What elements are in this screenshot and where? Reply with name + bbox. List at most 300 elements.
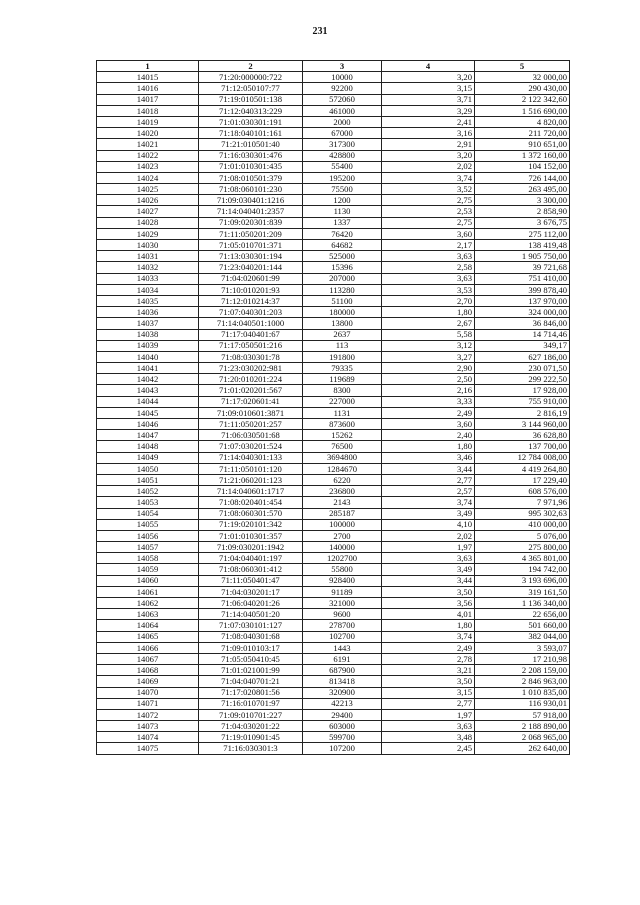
- table-row: [97, 396, 570, 407]
- table-row: [97, 676, 570, 687]
- row-number-cell: 14058: [97, 553, 199, 564]
- table-row: [97, 161, 570, 172]
- page-number: 231: [312, 26, 328, 37]
- amount-value-cell: 3 144 960,00: [475, 419, 570, 430]
- cadastral-number-cell: 71:09:030201:1942: [199, 542, 303, 553]
- area-value-cell: 102700: [303, 631, 382, 642]
- amount-value-cell: 501 660,00: [475, 620, 570, 631]
- amount-value-cell: 12 784 008,00: [475, 452, 570, 463]
- rate-value-cell: 3,49: [382, 508, 475, 519]
- cadastral-number-cell: 71:16:030301:476: [199, 150, 303, 161]
- rate-value-cell: 3,63: [382, 251, 475, 262]
- rate-value-cell: 3,44: [382, 575, 475, 586]
- row-number-cell: 14047: [97, 430, 199, 441]
- cadastral-number-cell: 71:09:020301:839: [199, 217, 303, 228]
- rate-value-cell: 3,74: [382, 631, 475, 642]
- area-value-cell: 1337: [303, 217, 382, 228]
- area-value-cell: 2637: [303, 329, 382, 340]
- cadastral-number-cell: 71:14:040601:1717: [199, 486, 303, 497]
- cadastral-number-cell: 71:08:060301:412: [199, 564, 303, 575]
- rate-value-cell: 2,40: [382, 430, 475, 441]
- rate-value-cell: 3,33: [382, 396, 475, 407]
- area-value-cell: 191800: [303, 351, 382, 362]
- column-header-4: 4: [382, 61, 475, 72]
- row-number-cell: 14056: [97, 530, 199, 541]
- amount-value-cell: 32 000,00: [475, 72, 570, 83]
- area-value-cell: 51100: [303, 295, 382, 306]
- cadastral-number-cell: 71:17:040401:67: [199, 329, 303, 340]
- table-row: [97, 631, 570, 642]
- table-row: [97, 564, 570, 575]
- rate-value-cell: 3,50: [382, 676, 475, 687]
- row-number-cell: 14029: [97, 228, 199, 239]
- row-number-cell: 14057: [97, 542, 199, 553]
- amount-value-cell: 7 971,96: [475, 497, 570, 508]
- row-number-cell: 14049: [97, 452, 199, 463]
- area-value-cell: 29400: [303, 709, 382, 720]
- amount-value-cell: 726 144,00: [475, 172, 570, 183]
- amount-value-cell: 2 188 890,00: [475, 721, 570, 732]
- table-row: [97, 441, 570, 452]
- column-header-3: 3: [303, 61, 382, 72]
- amount-value-cell: 627 186,00: [475, 351, 570, 362]
- table-row: [97, 642, 570, 653]
- row-number-cell: 14055: [97, 519, 199, 530]
- amount-value-cell: 1 516 690,00: [475, 105, 570, 116]
- table-row: [97, 474, 570, 485]
- rate-value-cell: 3,63: [382, 721, 475, 732]
- area-value-cell: 1130: [303, 206, 382, 217]
- cadastral-number-cell: 71:11:050101:120: [199, 463, 303, 474]
- area-value-cell: 1202700: [303, 553, 382, 564]
- row-number-cell: 14017: [97, 94, 199, 105]
- table-row: [97, 586, 570, 597]
- amount-value-cell: 1 010 835,00: [475, 687, 570, 698]
- area-value-cell: 236800: [303, 486, 382, 497]
- rate-value-cell: 2,78: [382, 653, 475, 664]
- area-value-cell: 10000: [303, 72, 382, 83]
- table-row: [97, 620, 570, 631]
- rate-value-cell: 3,48: [382, 732, 475, 743]
- table-row: [97, 184, 570, 195]
- cadastral-number-cell: 71:07:030101:127: [199, 620, 303, 631]
- amount-value-cell: 3 300,00: [475, 195, 570, 206]
- rate-value-cell: 3,29: [382, 105, 475, 116]
- cadastral-number-cell: 71:12:050107:77: [199, 83, 303, 94]
- rate-value-cell: 3,50: [382, 586, 475, 597]
- area-value-cell: 285187: [303, 508, 382, 519]
- amount-value-cell: 263 495,00: [475, 184, 570, 195]
- row-number-cell: 14067: [97, 653, 199, 664]
- amount-value-cell: 2 208 159,00: [475, 665, 570, 676]
- area-value-cell: 100000: [303, 519, 382, 530]
- rate-value-cell: 3,53: [382, 284, 475, 295]
- table-row: [97, 150, 570, 161]
- cadastral-number-cell: 71:05:050410:45: [199, 653, 303, 664]
- row-number-cell: 14038: [97, 329, 199, 340]
- row-number-cell: 14019: [97, 116, 199, 127]
- amount-value-cell: 138 419,48: [475, 240, 570, 251]
- cadastral-number-cell: 71:06:030501:68: [199, 430, 303, 441]
- row-number-cell: 14065: [97, 631, 199, 642]
- rate-value-cell: 3,60: [382, 419, 475, 430]
- cadastral-number-cell: 71:10:010201:93: [199, 284, 303, 295]
- table-row: [97, 486, 570, 497]
- area-value-cell: 603000: [303, 721, 382, 732]
- rate-value-cell: 2,58: [382, 262, 475, 273]
- cadastral-number-cell: 71:01:010301:435: [199, 161, 303, 172]
- area-value-cell: 76420: [303, 228, 382, 239]
- row-number-cell: 14025: [97, 184, 199, 195]
- row-number-cell: 14045: [97, 407, 199, 418]
- cadastral-number-cell: 71:08:030301:78: [199, 351, 303, 362]
- area-value-cell: 140000: [303, 542, 382, 553]
- table-row: [97, 430, 570, 441]
- cadastral-number-cell: 71:19:010901:45: [199, 732, 303, 743]
- table-row: [97, 653, 570, 664]
- amount-value-cell: 2 846 963,00: [475, 676, 570, 687]
- rate-value-cell: 3,15: [382, 687, 475, 698]
- area-value-cell: 525000: [303, 251, 382, 262]
- area-value-cell: 15396: [303, 262, 382, 273]
- area-value-cell: 572060: [303, 94, 382, 105]
- area-value-cell: 113280: [303, 284, 382, 295]
- amount-value-cell: 22 656,00: [475, 609, 570, 620]
- cadastral-number-cell: 71:04:030201:22: [199, 721, 303, 732]
- amount-value-cell: 36 846,00: [475, 318, 570, 329]
- area-value-cell: 92200: [303, 83, 382, 94]
- row-number-cell: 14046: [97, 419, 199, 430]
- cadastral-number-cell: 71:09:010701:227: [199, 709, 303, 720]
- amount-value-cell: 17 229,40: [475, 474, 570, 485]
- amount-value-cell: 910 651,00: [475, 139, 570, 150]
- table-row: [97, 228, 570, 239]
- rate-value-cell: 2,45: [382, 743, 475, 754]
- rate-value-cell: 5,58: [382, 329, 475, 340]
- table-row: [97, 463, 570, 474]
- rate-value-cell: 3,46: [382, 452, 475, 463]
- area-value-cell: 9600: [303, 609, 382, 620]
- cadastral-number-cell: 71:20:000000:722: [199, 72, 303, 83]
- table-row: [97, 128, 570, 139]
- table-row: [97, 598, 570, 609]
- row-number-cell: 14033: [97, 273, 199, 284]
- row-number-cell: 14074: [97, 732, 199, 743]
- cadastral-number-cell: 71:04:040701:21: [199, 676, 303, 687]
- rate-value-cell: 3,60: [382, 228, 475, 239]
- cadastral-number-cell: 71:01:020201:567: [199, 385, 303, 396]
- rate-value-cell: 3,63: [382, 273, 475, 284]
- rate-value-cell: 3,74: [382, 497, 475, 508]
- row-number-cell: 14075: [97, 743, 199, 754]
- area-value-cell: 2000: [303, 116, 382, 127]
- amount-value-cell: 17 210,98: [475, 653, 570, 664]
- row-number-cell: 14022: [97, 150, 199, 161]
- table-row: [97, 553, 570, 564]
- amount-value-cell: 1 372 160,00: [475, 150, 570, 161]
- row-number-cell: 14061: [97, 586, 199, 597]
- rate-value-cell: 2,77: [382, 474, 475, 485]
- cadastral-number-cell: 71:23:040201:144: [199, 262, 303, 273]
- row-number-cell: 14050: [97, 463, 199, 474]
- rate-value-cell: 2,49: [382, 642, 475, 653]
- row-number-cell: 14064: [97, 620, 199, 631]
- row-number-cell: 14059: [97, 564, 199, 575]
- amount-value-cell: 319 161,50: [475, 586, 570, 597]
- cadastral-number-cell: 71:20:010201:224: [199, 374, 303, 385]
- area-value-cell: 928400: [303, 575, 382, 586]
- rate-value-cell: 1,97: [382, 542, 475, 553]
- rate-value-cell: 3,20: [382, 72, 475, 83]
- rate-value-cell: 3,44: [382, 463, 475, 474]
- row-number-cell: 14070: [97, 687, 199, 698]
- table-row: [97, 329, 570, 340]
- area-value-cell: 2143: [303, 497, 382, 508]
- cadastral-number-cell: 71:19:010501:138: [199, 94, 303, 105]
- amount-value-cell: 4 419 264,80: [475, 463, 570, 474]
- rate-value-cell: 2,91: [382, 139, 475, 150]
- amount-value-cell: 299 222,50: [475, 374, 570, 385]
- area-value-cell: 55800: [303, 564, 382, 575]
- cadastral-number-cell: 71:11:050201:257: [199, 419, 303, 430]
- cadastral-number-cell: 71:11:050401:47: [199, 575, 303, 586]
- area-value-cell: 461000: [303, 105, 382, 116]
- amount-value-cell: 137 700,00: [475, 441, 570, 452]
- table-row: [97, 72, 570, 83]
- rate-value-cell: 3,15: [382, 83, 475, 94]
- header-row: [97, 61, 570, 72]
- table-row: [97, 307, 570, 318]
- rate-value-cell: 2,50: [382, 374, 475, 385]
- cadastral-number-cell: 71:14:040401:2357: [199, 206, 303, 217]
- cadastral-number-cell: 71:23:030202:981: [199, 363, 303, 374]
- rate-value-cell: 3,21: [382, 665, 475, 676]
- row-number-cell: 14023: [97, 161, 199, 172]
- area-value-cell: 317300: [303, 139, 382, 150]
- amount-value-cell: 751 410,00: [475, 273, 570, 284]
- row-number-cell: 14040: [97, 351, 199, 362]
- cadastral-number-cell: 71:12:040313:229: [199, 105, 303, 116]
- cadastral-number-cell: 71:16:030301:3: [199, 743, 303, 754]
- row-number-cell: 14069: [97, 676, 199, 687]
- rate-value-cell: 2,53: [382, 206, 475, 217]
- rate-value-cell: 2,75: [382, 195, 475, 206]
- cadastral-number-cell: 71:16:010701:97: [199, 698, 303, 709]
- cadastral-number-cell: 71:05:010701:371: [199, 240, 303, 251]
- rate-value-cell: 4,10: [382, 519, 475, 530]
- amount-value-cell: 1 136 340,00: [475, 598, 570, 609]
- row-number-cell: 14036: [97, 307, 199, 318]
- table-row: [97, 743, 570, 754]
- table-row: [97, 195, 570, 206]
- area-value-cell: 42213: [303, 698, 382, 709]
- row-number-cell: 14060: [97, 575, 199, 586]
- rate-value-cell: 4,01: [382, 609, 475, 620]
- table-body: [97, 72, 570, 754]
- row-number-cell: 14043: [97, 385, 199, 396]
- area-value-cell: 278700: [303, 620, 382, 631]
- table-row: [97, 575, 570, 586]
- area-value-cell: 873600: [303, 419, 382, 430]
- table-row: [97, 340, 570, 351]
- area-value-cell: 55400: [303, 161, 382, 172]
- amount-value-cell: 382 044,00: [475, 631, 570, 642]
- rate-value-cell: 3,71: [382, 94, 475, 105]
- rate-value-cell: 2,77: [382, 698, 475, 709]
- cadastral-number-cell: 71:07:040301:203: [199, 307, 303, 318]
- row-number-cell: 14042: [97, 374, 199, 385]
- amount-value-cell: 262 640,00: [475, 743, 570, 754]
- table-row: [97, 530, 570, 541]
- amount-value-cell: 275 800,00: [475, 542, 570, 553]
- rate-value-cell: 3,52: [382, 184, 475, 195]
- row-number-cell: 14032: [97, 262, 199, 273]
- table-row: [97, 94, 570, 105]
- rate-value-cell: 3,12: [382, 340, 475, 351]
- table-row: [97, 105, 570, 116]
- amount-value-cell: 104 152,00: [475, 161, 570, 172]
- row-number-cell: 14053: [97, 497, 199, 508]
- row-number-cell: 14037: [97, 318, 199, 329]
- table-row: [97, 709, 570, 720]
- table-row: [97, 452, 570, 463]
- rate-value-cell: 2,57: [382, 486, 475, 497]
- table-row: [97, 508, 570, 519]
- amount-value-cell: 4 820,00: [475, 116, 570, 127]
- rate-value-cell: 2,67: [382, 318, 475, 329]
- rate-value-cell: 3,27: [382, 351, 475, 362]
- row-number-cell: 14071: [97, 698, 199, 709]
- area-value-cell: 15262: [303, 430, 382, 441]
- area-value-cell: 687900: [303, 665, 382, 676]
- area-value-cell: 6191: [303, 653, 382, 664]
- row-number-cell: 14035: [97, 295, 199, 306]
- row-number-cell: 14021: [97, 139, 199, 150]
- amount-value-cell: 995 302,63: [475, 508, 570, 519]
- cadastral-number-cell: 71:21:060201:123: [199, 474, 303, 485]
- area-value-cell: 321000: [303, 598, 382, 609]
- area-value-cell: 1200: [303, 195, 382, 206]
- area-value-cell: 76500: [303, 441, 382, 452]
- amount-value-cell: 399 878,40: [475, 284, 570, 295]
- amount-value-cell: 3 193 696,00: [475, 575, 570, 586]
- area-value-cell: 2700: [303, 530, 382, 541]
- rate-value-cell: 2,49: [382, 407, 475, 418]
- cadastral-number-cell: 71:17:020801:56: [199, 687, 303, 698]
- amount-value-cell: 2 122 342,60: [475, 94, 570, 105]
- table-row: [97, 687, 570, 698]
- table-row: [97, 295, 570, 306]
- area-value-cell: 180000: [303, 307, 382, 318]
- row-number-cell: 14041: [97, 363, 199, 374]
- table-row: [97, 318, 570, 329]
- rate-value-cell: 2,75: [382, 217, 475, 228]
- amount-value-cell: 349,17: [475, 340, 570, 351]
- row-number-cell: 14054: [97, 508, 199, 519]
- row-number-cell: 14073: [97, 721, 199, 732]
- amount-value-cell: 36 628,80: [475, 430, 570, 441]
- cadastral-number-cell: 71:21:010501:40: [199, 139, 303, 150]
- row-number-cell: 14072: [97, 709, 199, 720]
- amount-value-cell: 2 816,19: [475, 407, 570, 418]
- area-value-cell: 227000: [303, 396, 382, 407]
- rate-value-cell: 2,02: [382, 530, 475, 541]
- table-row: [97, 407, 570, 418]
- rate-value-cell: 3,49: [382, 564, 475, 575]
- rate-value-cell: 2,90: [382, 363, 475, 374]
- row-number-cell: 14048: [97, 441, 199, 452]
- area-value-cell: 3694800: [303, 452, 382, 463]
- cadastral-number-cell: 71:17:050501:216: [199, 340, 303, 351]
- amount-value-cell: 290 430,00: [475, 83, 570, 94]
- row-number-cell: 14018: [97, 105, 199, 116]
- table-row: [97, 721, 570, 732]
- cadastral-number-cell: 71:08:040301:68: [199, 631, 303, 642]
- area-value-cell: 1284670: [303, 463, 382, 474]
- amount-value-cell: 3 676,75: [475, 217, 570, 228]
- cadastral-number-cell: 71:08:020401:454: [199, 497, 303, 508]
- area-value-cell: 107200: [303, 743, 382, 754]
- area-value-cell: 119689: [303, 374, 382, 385]
- area-value-cell: 75500: [303, 184, 382, 195]
- area-value-cell: 1443: [303, 642, 382, 653]
- table-row: [97, 385, 570, 396]
- table-row: [97, 262, 570, 273]
- cadastral-number-cell: 71:08:060101:230: [199, 184, 303, 195]
- amount-value-cell: 755 910,00: [475, 396, 570, 407]
- amount-value-cell: 1 905 750,00: [475, 251, 570, 262]
- row-number-cell: 14026: [97, 195, 199, 206]
- rate-value-cell: 1,80: [382, 441, 475, 452]
- table-row: [97, 351, 570, 362]
- row-number-cell: 14063: [97, 609, 199, 620]
- table-row: [97, 284, 570, 295]
- cadastral-number-cell: 71:11:050201:209: [199, 228, 303, 239]
- table-row: [97, 609, 570, 620]
- area-value-cell: 8300: [303, 385, 382, 396]
- amount-value-cell: 39 721,68: [475, 262, 570, 273]
- cadastral-number-cell: 71:08:010501:379: [199, 172, 303, 183]
- table-row: [97, 542, 570, 553]
- amount-value-cell: 137 970,00: [475, 295, 570, 306]
- area-value-cell: 320900: [303, 687, 382, 698]
- area-value-cell: 599700: [303, 732, 382, 743]
- amount-value-cell: 57 918,00: [475, 709, 570, 720]
- area-value-cell: 79335: [303, 363, 382, 374]
- rate-value-cell: 3,74: [382, 172, 475, 183]
- cadastral-number-cell: 71:04:040401:197: [199, 553, 303, 564]
- registry-table: [96, 60, 570, 755]
- area-value-cell: 207000: [303, 273, 382, 284]
- cadastral-number-cell: 71:19:020101:342: [199, 519, 303, 530]
- table-row: [97, 363, 570, 374]
- cadastral-number-cell: 71:01:030301:191: [199, 116, 303, 127]
- table-row: [97, 217, 570, 228]
- area-value-cell: 813418: [303, 676, 382, 687]
- amount-value-cell: 275 112,00: [475, 228, 570, 239]
- cadastral-number-cell: 71:18:040101:161: [199, 128, 303, 139]
- cadastral-number-cell: 71:06:040201:26: [199, 598, 303, 609]
- table-row: [97, 519, 570, 530]
- cadastral-number-cell: 71:04:030201:17: [199, 586, 303, 597]
- row-number-cell: 14015: [97, 72, 199, 83]
- amount-value-cell: 324 000,00: [475, 307, 570, 318]
- amount-value-cell: 4 365 801,00: [475, 553, 570, 564]
- table-row: [97, 116, 570, 127]
- row-number-cell: 14031: [97, 251, 199, 262]
- row-number-cell: 14024: [97, 172, 199, 183]
- row-number-cell: 14052: [97, 486, 199, 497]
